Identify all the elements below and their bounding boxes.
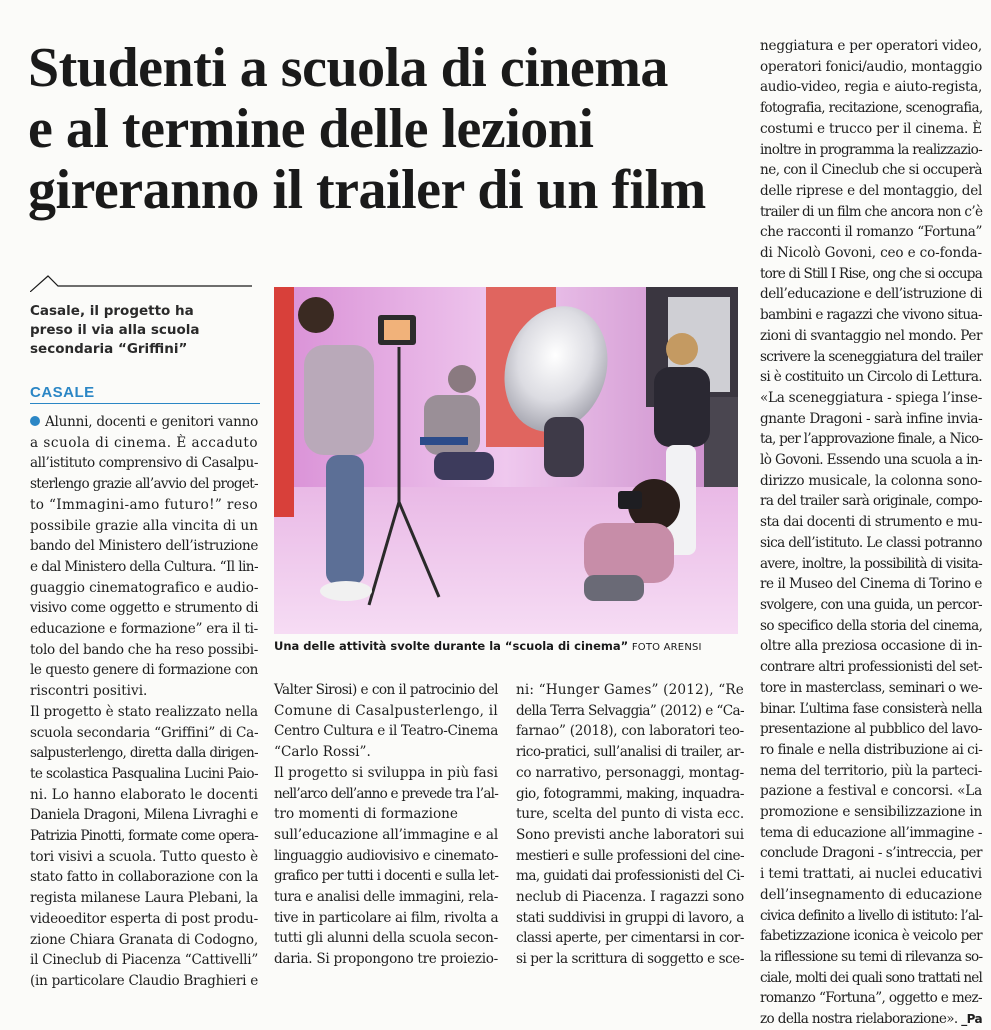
text-line: linguaggio audiovisivo e cinemato- — [274, 847, 498, 864]
text-line: te scolastica Pasqualina Lucini Paio- — [30, 765, 258, 782]
text-line: stato fatto in collaborazione con la — [30, 869, 258, 886]
text-line: grafico per tutti i docenti e sulla let- — [274, 868, 499, 885]
text-line: ne, con il Cineclub che si occuperà — [760, 162, 982, 179]
text-line: della Terra Selvaggia” (2012) e “Ca- — [516, 702, 744, 719]
text-line: educazione e formazione” era il ti- — [30, 621, 258, 638]
text-line: tro momenti di formazione — [274, 806, 458, 823]
text-line: neggiatura e per operatori video, — [760, 38, 982, 54]
text-line: re il Museo del Cinema di Torino e — [760, 576, 982, 593]
text-line: bambini e ragazzi che vivono situa- — [760, 307, 982, 324]
text-line: ma, guidati dai professionisti del Ci- — [516, 868, 744, 885]
text-line: Daniela Dragoni, Milena Livraghi e — [30, 807, 259, 824]
text-line: delle riprese e del montaggio, del — [760, 182, 982, 199]
text-line: tema di educazione all’immagine - — [760, 824, 982, 841]
headline-line: gireranno il trailer di un film — [28, 159, 706, 221]
text-line: oltre alla preziosa occasione di in- — [760, 638, 982, 655]
text-line: rico-pratici, sull’analisi di trailer, ar- — [516, 744, 744, 761]
text-line: il Cineclub di Piacenza “Cattivelli” — [30, 952, 258, 969]
text-line: gnante Dragoni - sarà infine invia- — [760, 410, 983, 427]
photo-credit: FOTO ARENSI — [631, 642, 702, 653]
text-line: guaggio cinematografico e audio- — [30, 579, 259, 596]
text-line: ture, scelta del punto di vista ecc. — [516, 806, 744, 823]
text-line-text: zo della nostra rielaborazione». — [760, 1011, 962, 1028]
text-line: i temi trattati, ai nuclei educativi — [760, 866, 982, 883]
text-line: fabetizzazione iconica è veicolo per — [760, 928, 982, 945]
text-line: avere, inoltre, la possibilità di visita- — [760, 555, 983, 572]
text-line: co narrativo, personaggi, montag- — [516, 764, 744, 781]
bullet-dot-icon — [30, 416, 40, 426]
text-line: nell’arco dell’anno e prevede tra l’al- — [274, 785, 498, 802]
text-line: promozione e sensibilizzazione in — [760, 804, 982, 821]
text-line: presentazione al pubblico del lavo- — [760, 721, 982, 738]
text-line — [760, 1009, 982, 1030]
text-line: audio-video, regia e aiuto-regista, — [760, 79, 983, 96]
text-line: inoltre in programma la realizzazio- — [760, 141, 982, 158]
text-line: dirizzo musicale, la colonna sono- — [760, 472, 982, 489]
text-line: Il progetto è stato realizzato nella — [30, 703, 258, 720]
text-line: svolgere, con una guida, un percor- — [760, 596, 982, 613]
text-line: Patrizia Pinotti, formate come opera- — [30, 828, 259, 845]
text-line: “Carlo Rossi”. — [274, 744, 371, 761]
text-line: gio, fotogrammi, making, inquadra- — [516, 785, 744, 802]
text-line: daria. Si propongono tre proiezio- — [274, 951, 498, 968]
text-line: dell’educazione e dell’istruzione di — [760, 286, 982, 303]
article-column-4 — [760, 36, 982, 1030]
text-line: videoeditor esperta di post produ- — [30, 910, 258, 927]
text-line: civica definito a livello di istituto: l’al- — [760, 907, 983, 924]
text-line: tutti gli alunni della scuola secon- — [274, 930, 498, 947]
text-line: trailer di un film che ancora non c’è — [760, 203, 983, 220]
text-line: regista milanese Laura Plebani, la — [30, 890, 258, 907]
text-line: Valter Sirosi) e con il patrocinio del — [274, 682, 498, 698]
text-line: lò Govoni. Essendo una scuola a in- — [760, 452, 983, 469]
text-line: zioni di svantaggio nel mondo. Per — [760, 327, 982, 344]
text-line: mestieri e sulle professioni del cine- — [516, 847, 744, 864]
text-line: tore in masterclass, seminari o we- — [760, 679, 982, 696]
article-headline — [28, 38, 748, 221]
text-line: romanzo “Fortuna”, oggetto e mez- — [760, 990, 982, 1007]
photo-illustration — [274, 287, 738, 634]
text-line: stati suddivisi in gruppi di lavoro, a — [516, 909, 744, 926]
text-line: sta dai docenti di strumento e mu- — [760, 514, 982, 531]
text-line: bando del Ministero dell’istruzione — [30, 538, 259, 555]
text-line: le questo genere di formazione con — [30, 662, 258, 679]
text-line: che racconti il romanzo “Fortuna” — [760, 224, 982, 241]
text-line: di Nicolò Govoni, ceo e co-fonda- — [760, 245, 982, 262]
text-line: all’istituto comprensivo di Casalpu- — [30, 455, 259, 472]
dateline-label: CASALE — [30, 384, 95, 401]
text-line: nema del territorio, più la parteci- — [760, 762, 982, 779]
text-line: Centro Cultura e il Teatro-Cinema — [274, 723, 498, 740]
text-line: Comune di Casalpusterlengo, il — [274, 702, 498, 719]
text-line: ro finale e nella distribuzione ai ci- — [760, 741, 983, 758]
text-line: sull’educazione all’immagine e al — [274, 826, 499, 843]
text-line: contrare altri professionisti del set- — [760, 659, 982, 676]
headline-line: e al termine delle lezioni — [28, 98, 594, 160]
text-line: visivo come oggetto e strumento di — [30, 600, 259, 617]
text-line: tolo del bando che ha reso possibi- — [30, 641, 259, 658]
text-line: so specifico della storia del cinema, — [760, 617, 983, 634]
text-line: binar. L’ultima fase consisterà nella — [760, 700, 982, 717]
caption-text: Una delle attività svolte durante la “scuola di cinema” — [274, 639, 629, 653]
text-line: Sono previsti anche laboratori sui — [516, 826, 744, 843]
text-line: riscontri positivi. — [30, 683, 148, 700]
text-line: pazione a festival e concorsi. «La — [760, 783, 982, 800]
text-line: conclude Dragoni - s’intreccia, per — [760, 845, 982, 862]
text-line: «La sceneggiatura - spiega l’inse- — [760, 389, 983, 406]
photo-caption — [274, 639, 744, 653]
text-line: si per la scrittura di soggetto e sce- — [516, 951, 745, 968]
text-line: si è costituito un Circolo di Lettura. — [760, 369, 983, 386]
text-line: salpusterlengo, diretta dalla dirigen- — [30, 745, 258, 762]
text-line: to “Immagini-amo futuro!” reso — [30, 496, 258, 513]
text-line: a scuola di cinema. È accaduto — [30, 434, 259, 451]
text-line: ra del trailer sarà originale, compo- — [760, 493, 982, 510]
text-line: tore di Still I Rise, ong che si occupa — [760, 265, 982, 282]
article-photo — [274, 287, 738, 634]
text-line: tori visivi a scuola. Tutto questo è — [30, 848, 258, 865]
text-line: tura e analisi delle immagini, rela- — [274, 889, 498, 906]
text-line: possibile grazie alla vincita di un — [30, 517, 258, 534]
article-column-2 — [274, 680, 498, 970]
subhead-line: Casale, il progetto ha — [30, 303, 194, 319]
text-line: operatori fonici/audio, montaggio — [760, 58, 983, 75]
text-line: farnao” (2018), con laboratori teo- — [516, 723, 744, 740]
author-signature: _Pa — [961, 1012, 982, 1027]
text-line: classi aperte, per cimentarsi in cor- — [516, 930, 744, 947]
text-line: ciale, molti dei quali sono trattati nel — [760, 969, 983, 986]
text-line-text: Alunni, docenti e genitori vanno — [45, 414, 259, 430]
text-line: scuola secondaria “Griffini” di Ca- — [30, 724, 259, 741]
subhead-line: preso il via alla scuola — [30, 322, 200, 338]
article-column-1 — [30, 412, 258, 992]
text-line — [30, 412, 258, 433]
text-line: tive in particolare ai film, rivolta a — [274, 909, 499, 926]
text-line: sterlengo grazie all’avvio del proget- — [30, 476, 258, 493]
text-line: Il progetto si sviluppa in più fasi — [274, 764, 498, 781]
text-line: e dal Ministero della Cultura. “Il lin- — [30, 558, 258, 575]
section-divider — [30, 272, 252, 292]
text-line: sica dell’istituto. Le classi potranno — [760, 534, 982, 551]
text-line: (in particolare Claudio Braghieri e — [30, 972, 259, 989]
text-line: zione Chiara Granata di Codogno, — [30, 931, 258, 948]
headline-line: Studenti a scuola di cinema — [28, 37, 668, 99]
text-line: costumi e trucco per il cinema. È — [760, 120, 982, 137]
text-line: fotografia, recitazione, scenografia, — [760, 100, 983, 117]
text-line: scrivere la sceneggiatura del trailer — [760, 348, 983, 365]
text-line: ni: “Hunger Games” (2012), “Re — [516, 682, 744, 698]
text-line: ta, per l’approvazione finale, a Nico- — [760, 431, 983, 448]
article-subhead — [30, 302, 230, 359]
dateline-rule — [30, 403, 260, 404]
subhead-line: secondaria “Griffini” — [30, 341, 188, 357]
article-column-3 — [516, 680, 744, 970]
text-line: neclub di Piacenza. I ragazzi sono — [516, 889, 745, 906]
text-line: ni. Lo hanno elaborato le docenti — [30, 786, 258, 803]
text-line: dell’insegnamento di educazione — [760, 886, 982, 903]
text-line: la riflessione su temi di rilevanza so- — [760, 948, 983, 965]
